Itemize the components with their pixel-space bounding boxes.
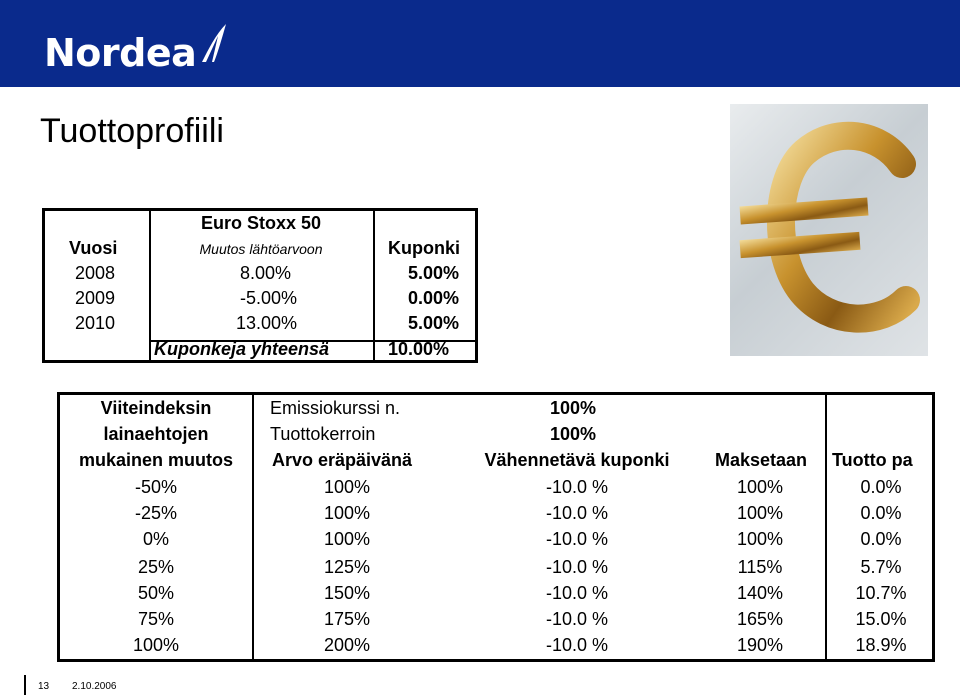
logo-text: Nordea	[44, 31, 197, 75]
paid-cell: 100%	[736, 529, 784, 549]
factor-value: 100%	[550, 424, 597, 444]
value-cell: 200%	[323, 635, 371, 655]
coupon-cell: -10.0 %	[545, 557, 609, 577]
coupon-cell: -10.0 %	[545, 529, 609, 549]
value-cell: 125%	[323, 557, 371, 577]
coupon-cell: 5.00%	[407, 263, 459, 283]
change-cell: 0%	[142, 529, 169, 549]
col-header-return: Tuotto pa	[832, 450, 913, 470]
total-label: Kuponkeja yhteensä	[154, 339, 330, 359]
paid-cell: 115%	[737, 557, 783, 577]
year-cell: 2008	[75, 263, 116, 283]
coupon-cell: -10.0 %	[545, 635, 609, 655]
value-cell: 100%	[323, 477, 371, 497]
paid-cell: 140%	[736, 583, 784, 603]
col-header-index: Euro Stoxx 50	[200, 213, 322, 233]
col-header-paid: Maksetaan	[714, 450, 808, 470]
change-cell: 50%	[137, 583, 175, 603]
issue-price-label: Emissiokurssi n.	[270, 398, 401, 418]
nordea-logo	[44, 16, 228, 75]
header-bar	[0, 0, 960, 87]
col1-header-line3: mukainen muutos	[78, 450, 234, 470]
page-title: Tuottoprofiili	[40, 112, 224, 150]
change-cell: 13.00%	[235, 313, 297, 333]
col-header-index-sub: Muutos lähtöarvoon	[199, 241, 323, 257]
change-cell: -25%	[134, 503, 178, 523]
footer-date: 2.10.2006	[72, 681, 117, 692]
value-cell: 175%	[323, 609, 371, 629]
coupon-table	[42, 208, 478, 363]
col-header-coupon: Kuponki	[388, 238, 460, 258]
col-header-coupon: Vähennetävä kuponki	[484, 450, 670, 470]
return-cell: 0.0%	[860, 477, 902, 497]
return-cell: 0.0%	[860, 529, 902, 549]
year-cell: 2010	[75, 313, 116, 333]
return-cell: 10.7%	[855, 583, 907, 603]
coupon-cell: -10.0 %	[545, 609, 609, 629]
change-cell: -50%	[134, 477, 178, 497]
change-cell: 100%	[132, 635, 180, 655]
coupon-cell: -10.0 %	[545, 503, 609, 523]
return-table	[57, 392, 935, 662]
coupon-cell: 0.00%	[407, 288, 459, 308]
value-cell: 100%	[323, 529, 371, 549]
col-header-value: Arvo eräpäivänä	[271, 450, 413, 470]
change-cell: 25%	[137, 557, 175, 577]
paid-cell: 165%	[736, 609, 784, 629]
paid-cell: 100%	[736, 503, 784, 523]
year-cell: 2009	[75, 288, 116, 308]
change-cell: 75%	[137, 609, 175, 629]
return-cell: 0.0%	[860, 503, 902, 523]
coupon-cell: -10.0 %	[545, 583, 609, 603]
coupon-cell: -10.0 %	[545, 477, 609, 497]
issue-price-value: 100%	[550, 398, 597, 418]
page-number: 13	[38, 681, 50, 692]
paid-cell: 190%	[736, 635, 784, 655]
return-cell: 5.7%	[860, 557, 902, 577]
sail-icon	[198, 22, 228, 66]
value-cell: 150%	[323, 583, 371, 603]
col-header-year: Vuosi	[69, 238, 118, 258]
footer-divider	[24, 675, 26, 695]
col1-header-line1: Viiteindeksin	[100, 398, 212, 418]
change-cell: -5.00%	[239, 288, 297, 308]
factor-label: Tuottokerroin	[270, 424, 376, 444]
total-value: 10.00%	[388, 339, 450, 359]
col1-header-line2: lainaehtojen	[103, 424, 209, 444]
value-cell: 100%	[323, 503, 371, 523]
change-cell: 8.00%	[239, 263, 291, 283]
return-cell: 15.0%	[855, 609, 907, 629]
return-cell: 18.9%	[855, 635, 907, 655]
coupon-cell: 5.00%	[407, 313, 459, 333]
euro-symbol-image	[730, 104, 928, 356]
paid-cell: 100%	[736, 477, 784, 497]
